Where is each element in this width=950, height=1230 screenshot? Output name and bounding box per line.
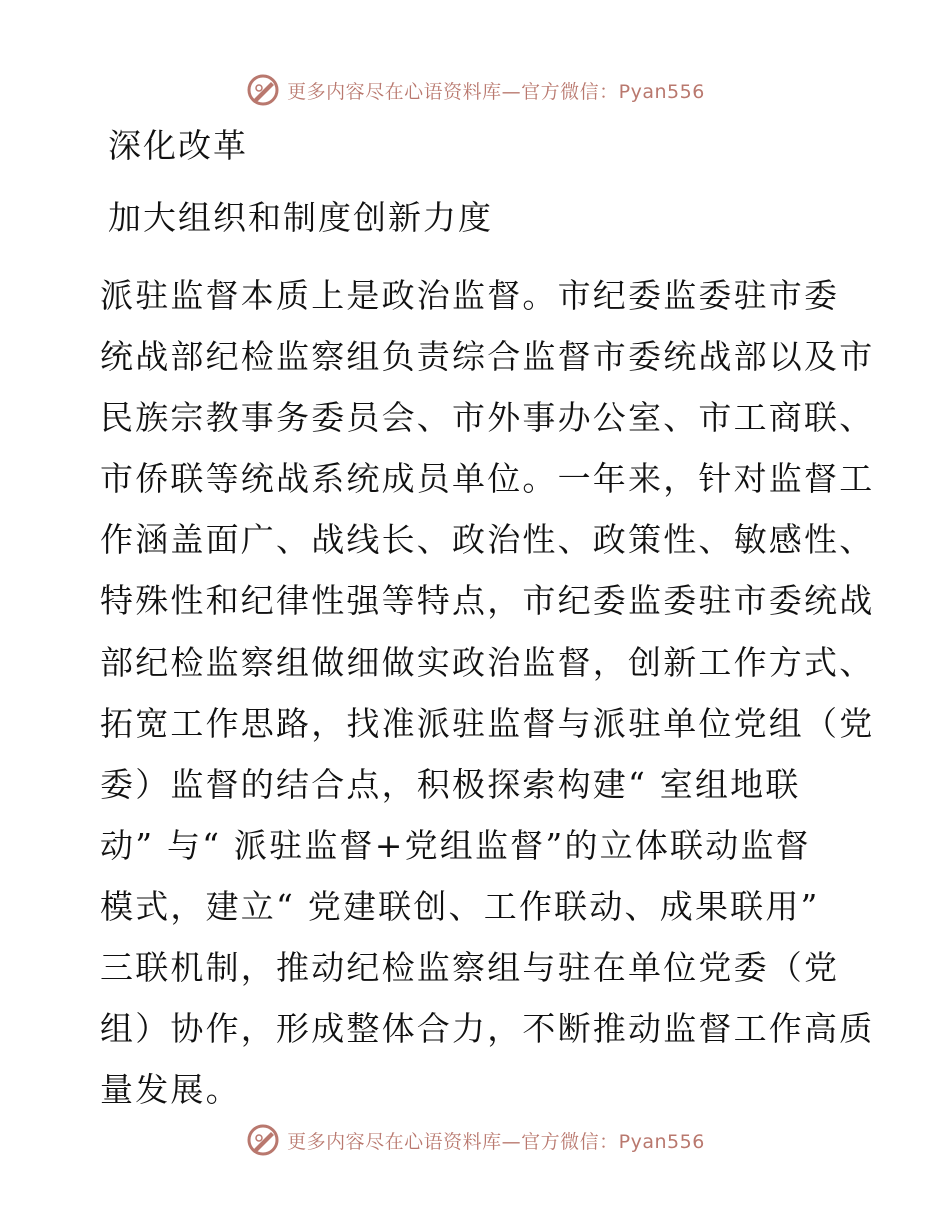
body-line: 统战部纪检监察组负责综合监督市委统战部以及市 [100, 337, 875, 377]
body-line: 动” 与“ 派驻监督+党组监督”的立体联动监督 [100, 825, 811, 865]
body-line: 部纪检监察组做细做实政治监督，创新工作方式、 [100, 642, 875, 682]
logo-icon [245, 72, 281, 108]
body-line: 民族宗教事务委员会、市外事办公室、市工商联、 [100, 398, 875, 438]
body-line: 派驻监督本质上是政治监督。市纪委监委驻市委 [100, 276, 840, 315]
body-line: 委）监督的结合点，积极探索构建“ 室组地联 [100, 764, 801, 804]
body-line: 特殊性和纪律性强等特点，市纪委监委驻市委统战 [100, 581, 875, 621]
body-line: 组）协作，形成整体合力，不断推动监督工作高质 [100, 1009, 875, 1049]
watermark-banner-bottom [0, 1118, 950, 1162]
logo-icon [245, 1122, 281, 1158]
watermark-banner-top [0, 68, 950, 112]
section-title: 深化改革 [108, 126, 248, 165]
body-line: 模式，建立“ 党建联创、工作联动、成果联用” [100, 886, 820, 926]
body-line: 三联机制，推动纪检监察组与驻在单位党委（党 [100, 948, 840, 988]
body-line: 量发展。 [100, 1070, 241, 1110]
body-paragraph [100, 270, 875, 1125]
body-line: 拓宽工作思路，找准派驻监督与派驻单位党组（党 [100, 703, 875, 743]
body-line: 作涵盖面广、战线长、政治性、政策性、敏感性、 [100, 520, 875, 560]
watermark-text: 更多内容尽在心语资料库—官方微信：Pyan556 [287, 80, 705, 103]
watermark-text: 更多内容尽在心语资料库—官方微信：Pyan556 [287, 1130, 705, 1153]
body-line: 市侨联等统战系统成员单位。一年来，针对监督工 [100, 459, 875, 499]
section-subtitle: 加大组织和制度创新力度 [108, 198, 493, 237]
